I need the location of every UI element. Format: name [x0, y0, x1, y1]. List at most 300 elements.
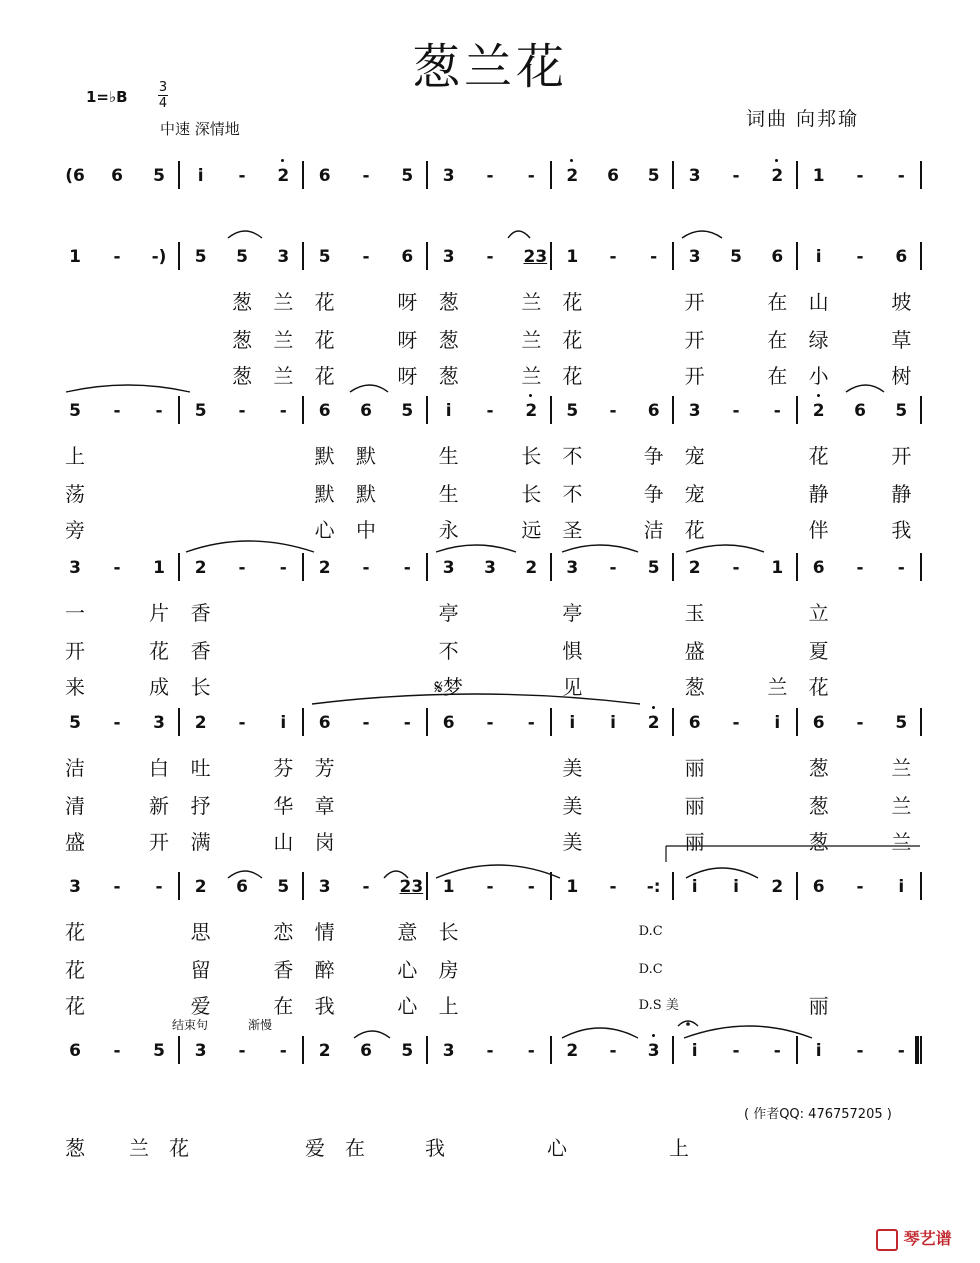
lyric: 美 — [562, 794, 583, 818]
note: 2 — [688, 558, 701, 578]
note: - — [650, 247, 658, 267]
note: i — [815, 247, 822, 267]
lyric: 争 — [643, 482, 664, 506]
slur — [312, 694, 640, 704]
lyric: 爱 — [190, 994, 211, 1018]
lyric: 芬 — [273, 756, 294, 780]
note: 5 — [194, 401, 207, 421]
lyric: 葱 — [438, 328, 459, 352]
note: 1 — [442, 877, 455, 897]
note: 5 — [895, 713, 908, 733]
note: 2 — [194, 713, 207, 733]
lyric: 花 — [808, 675, 829, 699]
lyric: 兰 — [273, 290, 294, 314]
lyric: 默 — [314, 482, 335, 506]
note: i — [774, 713, 781, 733]
lyric: 兰 — [273, 364, 294, 388]
note: 6 — [318, 401, 331, 421]
lyric: 我 — [314, 994, 335, 1018]
lyric: 夏 — [808, 639, 829, 663]
lyric: 开 — [684, 364, 705, 388]
lyric: 兰 — [273, 328, 294, 352]
lyric: 留 — [190, 958, 211, 982]
lyric: 香 — [190, 639, 211, 663]
lyric: 美 — [562, 756, 583, 780]
note: - — [238, 558, 246, 578]
note: 6 — [647, 401, 660, 421]
note: 5 — [153, 166, 165, 186]
lyric: 华 — [273, 794, 294, 818]
note: - — [238, 401, 246, 421]
lyric: 长 — [190, 675, 211, 699]
lyric: 成 — [149, 675, 169, 699]
lyric: 葱 — [438, 364, 459, 388]
author-credit: 词曲 向邦瑜 — [746, 108, 860, 130]
note: 2 — [559, 165, 585, 187]
note: - — [609, 1041, 617, 1061]
note: - — [732, 713, 740, 733]
note: - — [113, 877, 121, 897]
note: 3 — [484, 558, 496, 578]
slur — [354, 1031, 390, 1038]
note: (6 — [65, 166, 85, 186]
note: - — [773, 401, 781, 421]
key-signature: 1=♭B — [86, 88, 128, 106]
lyric: 亭 — [438, 601, 459, 625]
note: - — [856, 1041, 864, 1061]
lyric: 葱 — [232, 290, 252, 314]
note: - — [609, 401, 617, 421]
note: 2 — [806, 400, 832, 422]
lyric: 香 — [273, 958, 294, 982]
lyric: 葱 — [684, 675, 705, 699]
lyric: 在 — [767, 328, 788, 352]
lyric: 在 — [767, 364, 788, 388]
note: - — [486, 247, 494, 267]
lyric: 意 — [397, 920, 418, 944]
lyric: 永 — [438, 518, 459, 542]
note: 2 — [764, 165, 790, 187]
note: - — [486, 877, 494, 897]
slur — [186, 541, 314, 552]
note: 5 — [401, 1041, 414, 1061]
lyric: 静 — [891, 482, 912, 506]
lyric: 葱 — [232, 328, 252, 352]
lyric: 不 — [438, 639, 459, 663]
lyric: 章 — [314, 794, 335, 818]
note: 3 — [442, 247, 455, 267]
note: 5 — [153, 1041, 165, 1061]
note: 5 — [895, 401, 908, 421]
note: -) — [151, 247, 167, 267]
note: - — [113, 558, 121, 578]
lyric: 兰 — [891, 830, 912, 854]
note: i — [691, 877, 698, 897]
note: - — [527, 713, 535, 733]
lyric: 一 — [65, 601, 85, 625]
note: - — [609, 558, 617, 578]
lyric: 不 — [562, 482, 583, 506]
slur — [436, 865, 560, 878]
note: 5 — [730, 247, 742, 267]
note: - — [732, 166, 740, 186]
note: 2 — [318, 1041, 331, 1061]
note: 3 — [69, 877, 81, 897]
lyric: 白 — [149, 756, 169, 780]
lyric: 惧 — [562, 639, 583, 663]
ritardando-mark: 渐慢 — [248, 1018, 273, 1032]
note: - — [279, 1041, 287, 1061]
lyric: 上 — [65, 444, 85, 468]
note: - — [856, 558, 864, 578]
note: 3 — [69, 558, 81, 578]
lyric: 生 — [438, 482, 459, 506]
lyric: 绿 — [808, 328, 829, 352]
lyric: 花 — [314, 328, 335, 352]
lyric: 花 — [314, 290, 335, 314]
lyric: 呀 — [397, 364, 418, 388]
note: 6 — [69, 1041, 81, 1061]
coda-lyric-char: 爱 — [305, 1136, 325, 1160]
lyric: 见 — [562, 675, 583, 699]
note: i — [733, 877, 739, 897]
note: 5 — [69, 401, 81, 421]
note: 3 — [442, 166, 455, 186]
lyric: 心 — [314, 518, 335, 542]
meter-top: 3 — [158, 80, 168, 95]
note: 5 — [194, 247, 207, 267]
coda-lyric-char: 兰 — [129, 1136, 149, 1160]
slur — [350, 385, 388, 392]
lyric: 葱 — [808, 830, 829, 854]
coda-lyric-char: 在 — [345, 1136, 365, 1160]
lyric: 洁 — [65, 756, 85, 780]
note: - — [527, 877, 535, 897]
lyric: 远 — [521, 518, 542, 542]
lyric: 长 — [521, 444, 542, 468]
note: - — [609, 247, 617, 267]
note: 2 — [270, 165, 296, 187]
lyric: 情 — [314, 920, 335, 944]
lyric: 满 — [190, 830, 211, 854]
author-qq: ( 作者QQ: 476757205 ) — [744, 1107, 892, 1122]
lyric: 恋 — [273, 920, 294, 944]
note: 6 — [360, 401, 372, 421]
coda-lyric-char: 心 — [547, 1136, 567, 1160]
note: 3 — [277, 247, 290, 267]
note: - — [238, 166, 246, 186]
logo-text: 琴艺谱 — [903, 1229, 952, 1248]
lyric: D.C — [638, 962, 663, 977]
lyric: D.S 美 — [638, 998, 679, 1013]
lyric: 生 — [438, 444, 459, 468]
lyric: 伴 — [808, 518, 829, 542]
lyric: 房 — [438, 958, 459, 982]
note: 2 — [641, 712, 667, 734]
lyric: 心 — [397, 958, 418, 982]
note: - — [362, 713, 370, 733]
lyric: 开 — [684, 328, 705, 352]
note: 6 — [111, 166, 123, 186]
note: 1 — [771, 558, 784, 578]
note: - — [897, 1041, 905, 1061]
lyric: 花 — [314, 364, 335, 388]
lyric: 片 — [149, 601, 169, 625]
lyric: 花 — [562, 328, 583, 352]
lyric: 思 — [190, 920, 211, 944]
lyric: 葱 — [438, 290, 459, 314]
lyric: 坡 — [891, 290, 912, 314]
note: - — [238, 1041, 246, 1061]
lyric: 丽 — [684, 794, 705, 818]
note: 6 — [318, 166, 331, 186]
slur — [684, 1026, 812, 1038]
note: 23 — [399, 877, 424, 897]
lyric: 呀 — [397, 290, 418, 314]
meter-bottom: 4 — [158, 96, 168, 111]
note: - — [732, 401, 740, 421]
note: - — [362, 877, 370, 897]
note: - — [609, 877, 617, 897]
lyric: 清 — [65, 794, 85, 818]
note: 3 — [153, 713, 165, 733]
lyric: 呀 — [397, 328, 418, 352]
note: 6 — [771, 247, 784, 267]
slur — [66, 385, 190, 392]
note: - — [527, 166, 535, 186]
note: - — [856, 713, 864, 733]
lyric: 香 — [190, 601, 211, 625]
note: 2 — [518, 400, 544, 422]
note: 5 — [69, 713, 81, 733]
note: 3 — [688, 401, 701, 421]
note: - — [113, 713, 121, 733]
coda-lyric-char: 花 — [169, 1136, 189, 1160]
lyric: D.C — [638, 924, 663, 939]
slur — [508, 231, 530, 238]
note: - — [773, 1041, 781, 1061]
note: 6 — [688, 713, 701, 733]
lyric: 芳 — [314, 756, 335, 780]
note: - — [403, 558, 411, 578]
lyric: 开 — [684, 290, 705, 314]
note: - — [732, 558, 740, 578]
note: 6 — [812, 877, 825, 897]
note: -: — [646, 877, 661, 897]
slur — [846, 385, 884, 392]
lyric: 不 — [562, 444, 583, 468]
lyric: 兰 — [891, 756, 912, 780]
lyric: 丽 — [808, 994, 829, 1018]
note: 5 — [401, 401, 414, 421]
note: 6 — [854, 401, 866, 421]
note: - — [155, 401, 163, 421]
lyric: 兰 — [891, 794, 912, 818]
coda-lyric-char: 我 — [425, 1136, 445, 1160]
lyric: 洁 — [643, 518, 664, 542]
note: 1 — [153, 558, 165, 578]
note: i — [815, 1041, 822, 1061]
note: i — [898, 877, 905, 897]
note: 6 — [442, 713, 455, 733]
note: 5 — [277, 877, 290, 897]
slur — [682, 231, 722, 238]
lyric: 荡 — [65, 482, 85, 506]
note: - — [897, 558, 905, 578]
lyric: 静 — [808, 482, 829, 506]
lyric: 盛 — [684, 639, 705, 663]
note: 6 — [236, 877, 248, 897]
note: 3 — [194, 1041, 207, 1061]
lyric: 在 — [273, 994, 294, 1018]
note: 23 — [523, 247, 548, 267]
note: - — [155, 877, 163, 897]
note: 6 — [607, 166, 619, 186]
note: - — [362, 558, 370, 578]
lyric: 丽 — [684, 830, 705, 854]
slur — [436, 545, 516, 552]
slur — [384, 871, 408, 878]
note: - — [486, 1041, 494, 1061]
note: - — [279, 558, 287, 578]
lyric: 花 — [65, 920, 85, 944]
note: 3 — [442, 558, 455, 578]
note: - — [403, 713, 411, 733]
lyric: 开 — [65, 639, 85, 663]
note: 1 — [812, 166, 825, 186]
note: - — [486, 401, 494, 421]
note: - — [732, 1041, 740, 1061]
note: - — [113, 1041, 121, 1061]
note: 2 — [318, 558, 331, 578]
note: i — [197, 166, 204, 186]
lyric: 兰 — [521, 290, 542, 314]
lyric: 醉 — [314, 958, 335, 982]
lyric: 花 — [562, 290, 583, 314]
lyric: 葱 — [232, 364, 252, 388]
note: 6 — [895, 247, 908, 267]
lyric: 默 — [356, 482, 376, 506]
note: - — [362, 247, 370, 267]
note: 6 — [812, 713, 825, 733]
lyric: 吐 — [190, 756, 211, 780]
note: 6 — [360, 1041, 372, 1061]
note: - — [113, 401, 121, 421]
lyric: 上 — [438, 994, 459, 1018]
lyric: 心 — [397, 994, 418, 1018]
note: - — [527, 1041, 535, 1061]
note: 2 — [566, 1041, 579, 1061]
lyric: 旁 — [65, 518, 85, 542]
lyric: 葱 — [808, 794, 829, 818]
lyric: 花 — [65, 958, 85, 982]
slur — [562, 1028, 638, 1038]
lyric: 𝄋梦 — [434, 675, 463, 699]
note: - — [856, 877, 864, 897]
lyric: 在 — [767, 290, 788, 314]
slur — [562, 545, 638, 552]
note: 3 — [566, 558, 579, 578]
end-phrase-mark: 结束句 — [172, 1018, 209, 1032]
lyric: 葱 — [808, 756, 829, 780]
song-title: 葱兰花 — [411, 39, 568, 95]
lyric: 兰 — [521, 364, 542, 388]
slur — [228, 231, 262, 238]
fermata-dot — [686, 1022, 690, 1026]
note: 6 — [401, 247, 414, 267]
lyric: 花 — [65, 994, 85, 1018]
note: 3 — [641, 1040, 667, 1062]
lyric: 宠 — [684, 444, 705, 468]
lyric: 默 — [314, 444, 335, 468]
note: - — [113, 247, 121, 267]
lyric: 美 — [562, 830, 583, 854]
slur — [686, 868, 758, 878]
note: 2 — [194, 558, 207, 578]
note: i — [691, 1041, 698, 1061]
lyric: 盛 — [65, 830, 85, 854]
note: 5 — [566, 401, 579, 421]
lyric: 我 — [891, 518, 912, 542]
lyric: 树 — [891, 364, 912, 388]
lyric: 中 — [356, 518, 376, 542]
note: 1 — [566, 877, 579, 897]
lyric: 开 — [149, 830, 169, 854]
lyric: 玉 — [684, 601, 705, 625]
slur — [228, 871, 262, 878]
note: - — [856, 247, 864, 267]
coda-lyric-char: 葱 — [65, 1136, 85, 1160]
note: i — [569, 713, 576, 733]
lyric: 亭 — [562, 601, 583, 625]
note: i — [610, 713, 616, 733]
note: 6 — [318, 713, 331, 733]
note: i — [280, 713, 287, 733]
lyric: 丽 — [684, 756, 705, 780]
note: 1 — [566, 247, 579, 267]
note: - — [279, 401, 287, 421]
lyric: 兰 — [521, 328, 542, 352]
note: - — [238, 713, 246, 733]
note: - — [486, 713, 494, 733]
note: 2 — [194, 877, 207, 897]
lyric: 圣 — [562, 518, 583, 542]
lyric: 花 — [808, 444, 829, 468]
note: 5 — [647, 166, 660, 186]
lyric: 默 — [356, 444, 376, 468]
lyric: 岗 — [314, 830, 335, 854]
note: 5 — [236, 247, 248, 267]
lyric: 立 — [808, 601, 829, 625]
note: 5 — [647, 558, 660, 578]
note: 2 — [771, 877, 784, 897]
note: 3 — [442, 1041, 455, 1061]
note: 3 — [688, 166, 701, 186]
note: - — [486, 166, 494, 186]
coda-lyric-char: 上 — [669, 1136, 689, 1160]
lyric: 花 — [684, 518, 705, 542]
note: 5 — [318, 247, 331, 267]
lyric: 山 — [273, 830, 294, 854]
lyric: 来 — [65, 675, 85, 699]
lyric: 长 — [521, 482, 542, 506]
lyric: 草 — [891, 328, 912, 352]
lyric: 新 — [149, 794, 169, 818]
note: 6 — [812, 558, 825, 578]
lyric: 长 — [438, 920, 459, 944]
lyric: 开 — [891, 444, 912, 468]
note: - — [362, 166, 370, 186]
